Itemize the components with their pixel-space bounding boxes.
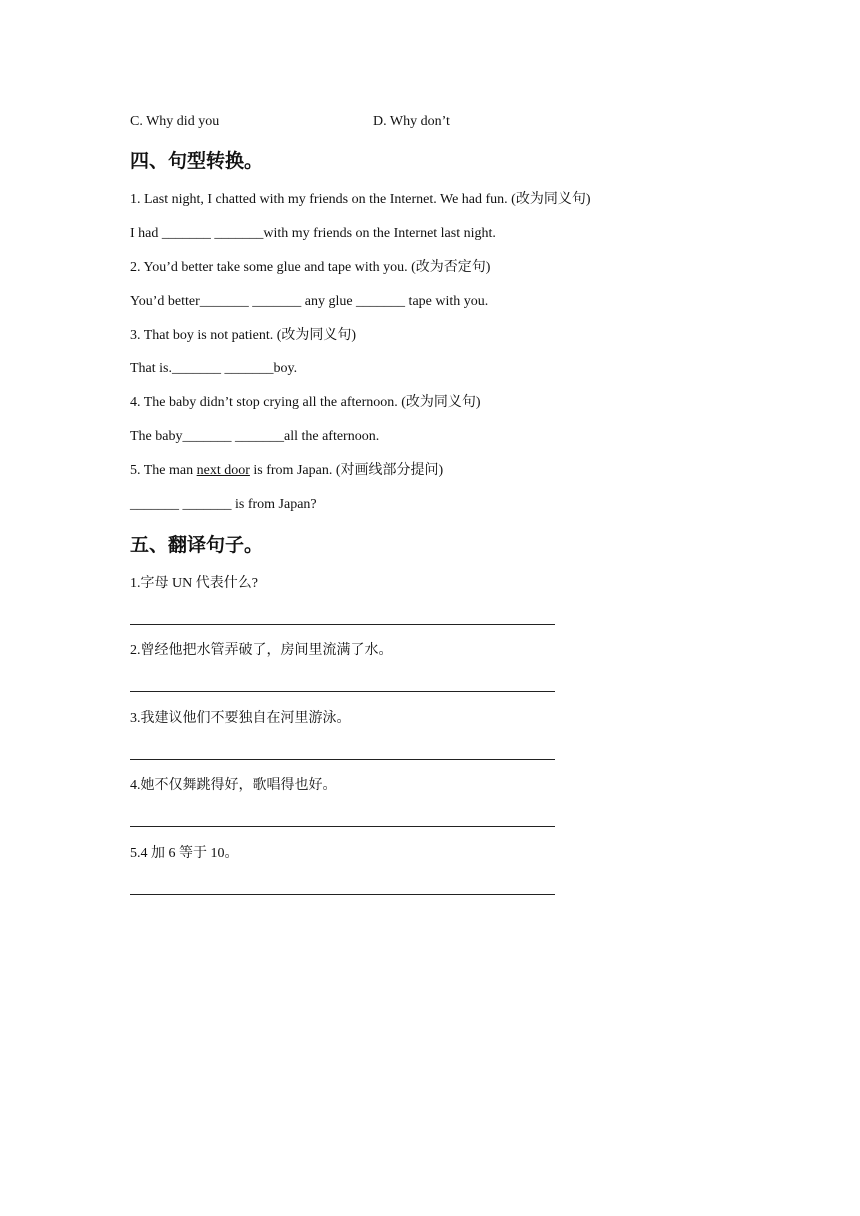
answer-5: _______ _______ is from Japan? [130, 497, 317, 512]
question-2: 2. You’d better take some glue and tape with you. (改为否定句) [130, 260, 491, 275]
answer-line-1 [130, 624, 555, 625]
question-1: 1. Last night, I chatted with my friends on the Internet. We had fun. (改为同义句) [130, 192, 591, 207]
question-4: 4. The baby didn’t stop crying all the afternoon. (改为同义句) [130, 395, 481, 410]
option-c: C. Why did you [130, 114, 220, 129]
answer-2: You’d better_______ _______ any glue _______ tape with you. [130, 294, 489, 309]
translation-4: 4.她不仅舞跳得好，歌唱得也好。 [130, 778, 337, 793]
answer-1: I had _______ _______with my friends on the Internet last night. [130, 226, 496, 241]
question-3: 3. That boy is not patient. (改为同义句) [130, 328, 357, 343]
section-5-heading: 五、翻译句子。 [130, 534, 264, 556]
translation-2: 2.曾经他把水管弄破了，房间里流满了水。 [130, 643, 393, 658]
answer-line-4 [130, 826, 555, 827]
question-5 [130, 462, 443, 480]
answer-line-2 [130, 691, 555, 692]
translation-5: 5.4 加 6 等于 10。 [130, 846, 239, 861]
answer-4: The baby_______ _______all the afternoon. [130, 429, 380, 444]
translation-1: 1.字母 UN 代表什么? [130, 576, 258, 591]
answer-3: That is._______ _______boy. [130, 361, 298, 376]
question-5-start: 5. The man [130, 463, 197, 478]
option-d: D. Why don’t [373, 114, 450, 129]
question-5-underlined: next door [196, 463, 250, 478]
question-5-end: is from Japan. (对画线部分提问) [249, 463, 444, 478]
answer-line-3 [130, 759, 555, 760]
translation-3: 3.我建议他们不要独自在河里游泳。 [130, 711, 351, 726]
section-4-heading: 四、句型转换。 [130, 150, 264, 172]
answer-line-5 [130, 894, 555, 895]
